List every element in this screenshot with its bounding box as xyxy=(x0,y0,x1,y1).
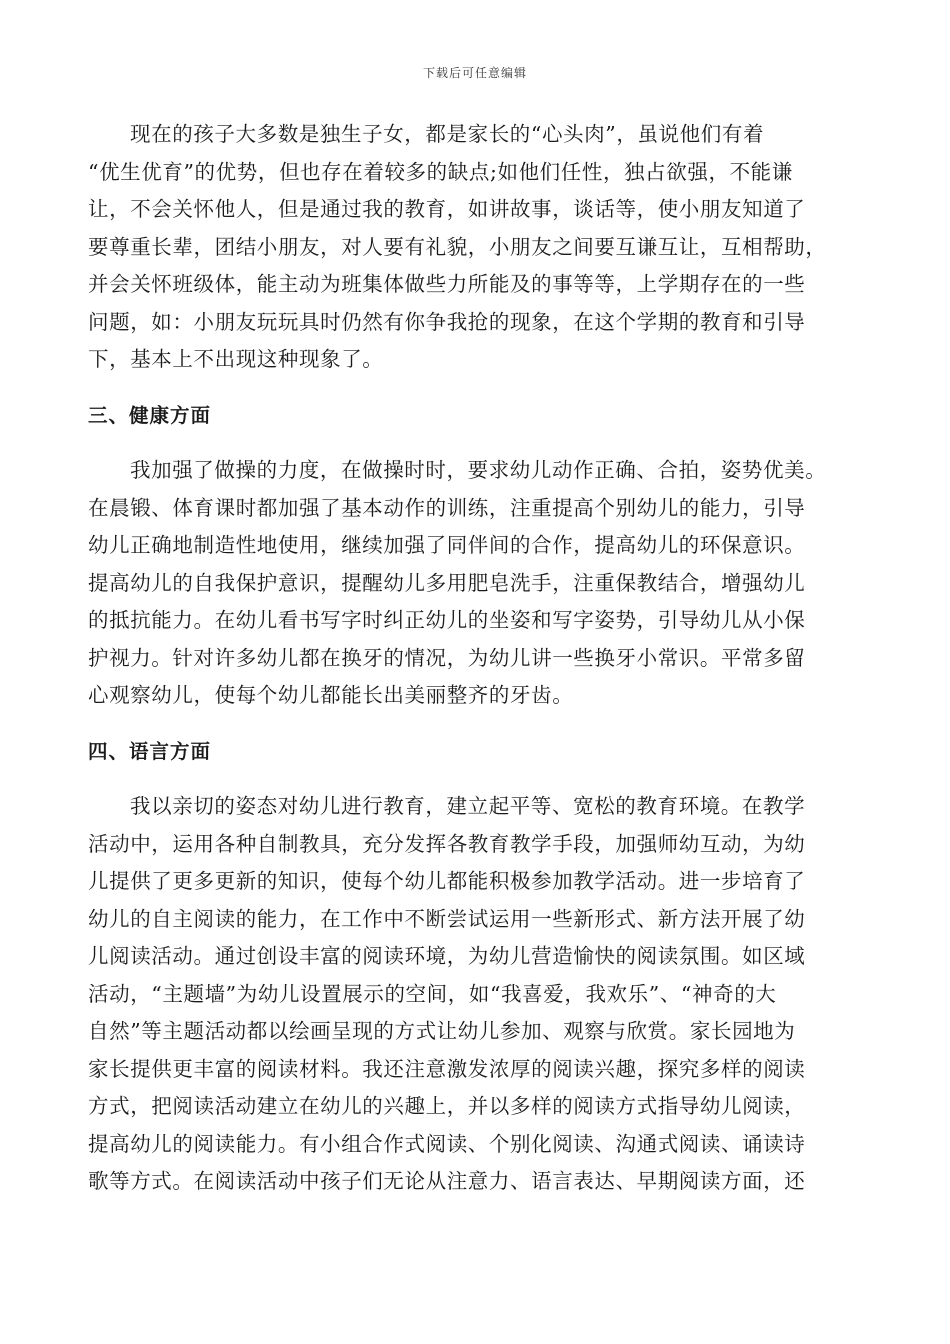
paragraph-line: 我加强了做操的力度，在做操时时，要求幼儿动作正确、合拍，姿势优美。 xyxy=(130,458,827,482)
paragraph-line: 方式，把阅读活动建立在幼儿的兴趣上，并以多样的阅读方式指导幼儿阅读， xyxy=(88,1094,806,1118)
page-header: 下载后可任意编辑 xyxy=(422,66,527,80)
paragraph-line: 自然”等主题活动都以绘画呈现的方式让幼儿参加、观察与欣赏。家长园地为 xyxy=(88,1019,796,1043)
paragraph-line: 要尊重长辈，团结小朋友，对人要有礼貌，小朋友之间要互谦互让，互相帮助， xyxy=(88,234,827,259)
health-paragraph xyxy=(88,452,870,715)
paragraph-line: 提高幼儿的阅读能力。有小组合作式阅读、个别化阅读、沟通式阅读、诵读诗 xyxy=(88,1131,806,1156)
language-paragraph xyxy=(88,788,870,1201)
paragraph-line: 现在的孩子大多数是独生子女，都是家长的“心头肉”，虽说他们有着 xyxy=(130,122,765,146)
paragraph-line: 儿提供了更多更新的知识，使每个幼儿都能积极参加教学活动。进一步培育了 xyxy=(88,869,806,893)
paragraph-line: 护视力。针对许多幼儿都在换牙的情况，为幼儿讲一些换牙小常识。平常多留 xyxy=(88,645,806,670)
paragraph-line: 并会关怀班级体，能主动为班集体做些力所能及的事等等，上学期存在的一些 xyxy=(88,272,806,296)
paragraph-line: 幼儿的自主阅读的能力，在工作中不断尝试运用一些新形式、新方法开展了幼 xyxy=(88,906,806,931)
document-body xyxy=(88,116,870,1201)
paragraph-line: 歌等方式。在阅读活动中孩子们无论从注意力、语言表达、早期阅读方面，还 xyxy=(88,1169,806,1193)
paragraph-line: 让，不会关怀他人，但是通过我的教育，如讲故事，谈话等，使小朋友知道了 xyxy=(88,197,806,221)
paragraph-line: 幼儿正确地制造性地使用，继续加强了同伴间的合作，提高幼儿的环保意识。 xyxy=(88,533,806,557)
section-heading-language: 四、语言方面 xyxy=(88,739,212,763)
paragraph-line: 下，基本上不出现这种现象了。 xyxy=(88,347,384,371)
section-heading-health: 三、健康方面 xyxy=(88,403,212,427)
paragraph-line: 儿阅读活动。通过创设丰富的阅读环境，为幼儿营造愉快的阅读氛围。如区域 xyxy=(88,944,806,968)
paragraph-line: 的抵抗能力。在幼儿看书写字时纠正幼儿的坐姿和写字姿势，引导幼儿从小保 xyxy=(88,608,806,632)
paragraph-line: 问题，如：小朋友玩玩具时仍然有你争我抢的现象，在这个学期的教育和引导 xyxy=(88,309,806,334)
paragraph-line: 心观察幼儿，使每个幼儿都能长出美丽整齐的牙齿。 xyxy=(88,683,574,707)
intro-paragraph xyxy=(88,116,870,379)
paragraph-line: 活动中，运用各种自制教具，充分发挥各教育教学手段，加强师幼互动，为幼 xyxy=(88,831,806,856)
paragraph-line: 我以亲切的姿态对幼儿进行教育，建立起平等、宽松的教育环境。在教学 xyxy=(130,794,806,818)
paragraph-line: 活动，“主题墙”为幼儿设置展示的空间，如“我喜爱，我欢乐”、“神奇的大 xyxy=(88,981,777,1006)
paragraph-line: “优生优育”的优势，但也存在着较多的缺点;如他们任性，独占欲强，不能谦 xyxy=(88,159,793,184)
paragraph-line: 在晨锻、体育课时都加强了基本动作的训练，注重提高个别幼儿的能力，引导 xyxy=(88,495,806,520)
paragraph-line: 家长提供更丰富的阅读材料。我还注意激发浓厚的阅读兴趣，探究多样的阅读 xyxy=(88,1056,806,1081)
paragraph-line: 提高幼儿的自我保护意识，提醒幼儿多用肥皂洗手，注重保教结合，增强幼儿 xyxy=(88,570,806,595)
